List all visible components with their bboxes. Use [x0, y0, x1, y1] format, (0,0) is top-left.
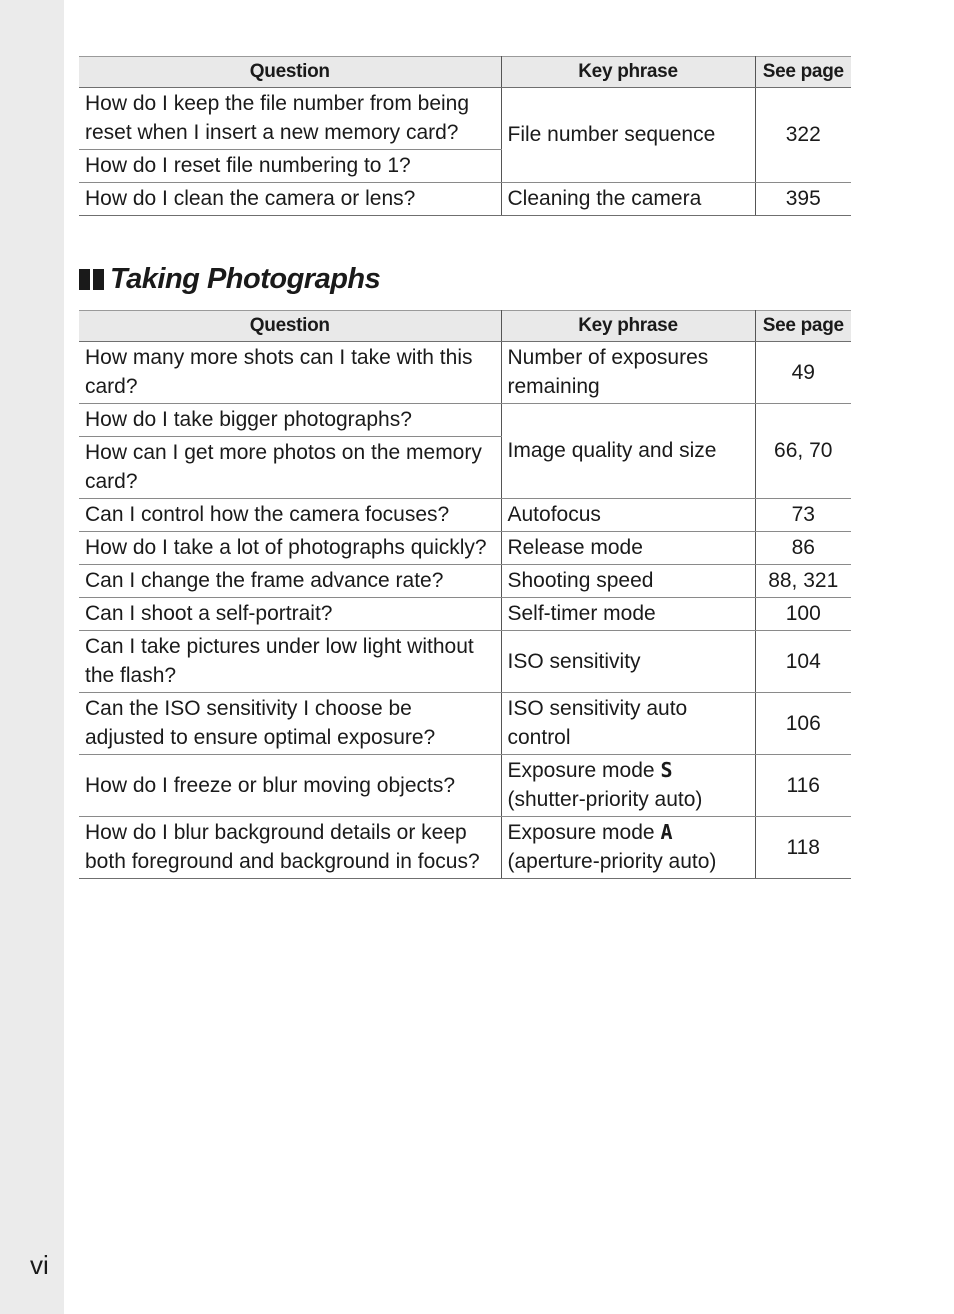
- section-title: Taking Photographs: [110, 262, 381, 295]
- table-row: [79, 693, 851, 755]
- see-page-cell: 66, 70: [755, 404, 851, 499]
- table-header-row: [79, 57, 851, 88]
- key-phrase-suffix: (shutter-priority auto): [507, 788, 703, 811]
- key-phrase-prefix: Exposure mode: [507, 821, 655, 844]
- key-phrase-cell: Image quality and size: [501, 404, 755, 499]
- key-phrase-cell: Release mode: [501, 532, 755, 565]
- question-cell: Can I change the frame advance rate?: [79, 565, 501, 598]
- question-cell: How do I take a lot of photographs quickly?: [79, 532, 501, 565]
- header-question: Question: [79, 311, 501, 342]
- table-row: [79, 88, 851, 150]
- key-phrase-cell: ISO sensitivity auto control: [501, 693, 755, 755]
- key-phrase-cell: Number of exposures remaining: [501, 342, 755, 404]
- see-page-cell: 104: [755, 631, 851, 693]
- see-page-cell: 73: [755, 499, 851, 532]
- see-page-cell: 395: [755, 183, 851, 216]
- see-page-cell: 86: [755, 532, 851, 565]
- question-cell: How do I keep the file number from being reset when I insert a new memory card?: [79, 88, 501, 150]
- side-strip: [0, 0, 64, 1314]
- key-phrase-cell: Autofocus: [501, 499, 755, 532]
- question-cell: How do I freeze or blur moving objects?: [79, 755, 501, 817]
- see-page-cell: 118: [755, 817, 851, 879]
- key-phrase-suffix: (aperture-priority auto): [507, 850, 717, 873]
- header-see-page: See page: [755, 57, 851, 88]
- header-key-phrase: Key phrase: [501, 57, 755, 88]
- question-cell: Can I shoot a self-portrait?: [79, 598, 501, 631]
- table-row: [79, 631, 851, 693]
- question-cell: How many more shots can I take with this card?: [79, 342, 501, 404]
- key-phrase-cell: [501, 817, 755, 879]
- header-see-page: See page: [755, 311, 851, 342]
- table-row: [79, 598, 851, 631]
- aperture-priority-mode-icon: A: [660, 820, 673, 844]
- see-page-cell: 100: [755, 598, 851, 631]
- key-phrase-cell: Self-timer mode: [501, 598, 755, 631]
- key-phrase-cell: Cleaning the camera: [501, 183, 755, 216]
- table-row: [79, 755, 851, 817]
- table-row: [79, 532, 851, 565]
- key-phrase-cell: File number sequence: [501, 88, 755, 183]
- section-heading: [79, 260, 851, 298]
- question-cell: How do I take bigger photographs?: [79, 404, 501, 437]
- page-number: vi: [30, 1250, 49, 1280]
- table-row: [79, 404, 851, 437]
- page-content: [79, 56, 851, 879]
- table-row: [79, 565, 851, 598]
- question-cell: How do I blur background details or keep both foreground and background in focus?: [79, 817, 501, 879]
- shutter-priority-mode-icon: S: [660, 758, 673, 782]
- see-page-cell: 88, 321: [755, 565, 851, 598]
- question-cell: How can I get more photos on the memory card?: [79, 437, 501, 499]
- see-page-cell: 49: [755, 342, 851, 404]
- file-numbering-table: [79, 56, 851, 216]
- see-page-cell: 116: [755, 755, 851, 817]
- header-key-phrase: Key phrase: [501, 311, 755, 342]
- question-cell: Can the ISO sensitivity I choose be adjusted to ensure optimal exposure?: [79, 693, 501, 755]
- taking-photographs-table: [79, 310, 851, 879]
- question-cell: How do I reset file numbering to 1?: [79, 150, 501, 183]
- header-question: Question: [79, 57, 501, 88]
- table-row: [79, 817, 851, 879]
- question-cell: Can I control how the camera focuses?: [79, 499, 501, 532]
- table-row: [79, 499, 851, 532]
- question-cell: Can I take pictures under low light without the flash?: [79, 631, 501, 693]
- table-row: [79, 342, 851, 404]
- key-phrase-cell: Shooting speed: [501, 565, 755, 598]
- key-phrase-cell: [501, 755, 755, 817]
- key-phrase-prefix: Exposure mode: [507, 759, 655, 782]
- key-phrase-cell: ISO sensitivity: [501, 631, 755, 693]
- table-row: [79, 183, 851, 216]
- double-square-marker-icon: [79, 269, 104, 290]
- question-cell: How do I clean the camera or lens?: [79, 183, 501, 216]
- see-page-cell: 106: [755, 693, 851, 755]
- table-header-row: [79, 311, 851, 342]
- see-page-cell: 322: [755, 88, 851, 183]
